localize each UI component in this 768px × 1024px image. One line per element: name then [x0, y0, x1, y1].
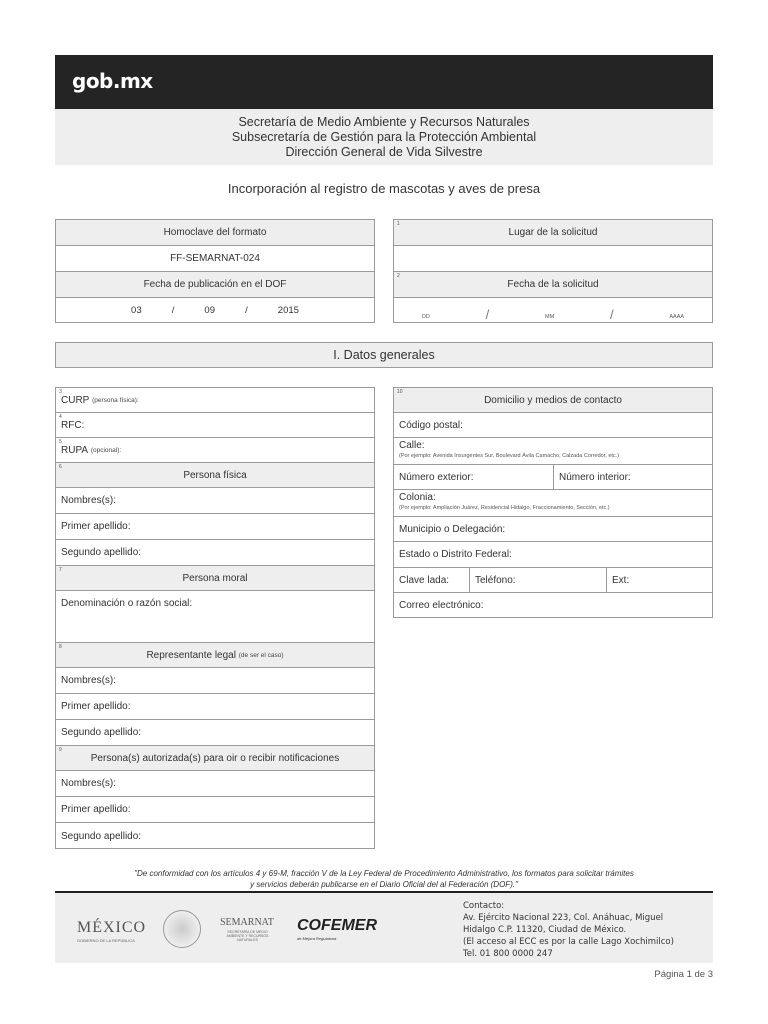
primer-apellido-label: Primer apellido:: [61, 804, 131, 815]
agency-band: [55, 109, 713, 165]
cofemer-subtitle: de Mejora Regulatoria: [297, 936, 337, 941]
segundo-apellido-label: Segundo apellido:: [61, 547, 142, 558]
nombres-label: Nombres(s):: [61, 675, 117, 686]
street-label: Calle:: [399, 440, 425, 451]
day-placeholder: DD: [421, 314, 430, 320]
segundo-apellido-label: Segundo apellido:: [61, 727, 142, 738]
semarnat-logo: SEMARNAT: [220, 917, 274, 928]
street-note: (Por ejemplo: Avenida Insurgentes Sur, Boulevard Ávila Camacho, Calzada Corredor, etc.): [399, 453, 620, 459]
colonia-note: (Por ejemplo: Ampliación Juárez, Residencial Hidalgo, Fraccionamiento, Sección, etc.): [399, 505, 610, 511]
persona-moral-title: Persona moral: [182, 572, 248, 584]
address-title: Domicilio y medios de contacto: [484, 394, 622, 406]
colonia-label: Colonia:: [399, 492, 436, 503]
mexico-logo-subtitle: GOBIERNO DE LA REPÚBLICA: [77, 938, 135, 943]
field-number: 10: [397, 389, 403, 395]
extension-field[interactable]: [607, 568, 712, 592]
contact-address-2: Hidalgo C.P. 11320, Ciudad de México.: [463, 925, 627, 935]
address-box: [393, 387, 713, 618]
homoclave-value: [56, 246, 374, 272]
date-separator: /: [485, 307, 490, 322]
fisica-nombres-field[interactable]: [56, 488, 374, 514]
denominacion-label: Denominación o razón social:: [61, 598, 193, 609]
request-date-label-text: Fecha de la solicitud: [507, 279, 599, 290]
date-separator: /: [609, 307, 614, 322]
field-number: 2: [397, 273, 400, 279]
cofemer-logo: COFEMER: [297, 917, 377, 934]
aut-primer-apellido-field[interactable]: [56, 797, 374, 823]
persona-fisica-header: [56, 463, 374, 488]
number-row: [394, 465, 712, 490]
year-placeholder: AAAA: [669, 314, 685, 320]
autorizada-title: Persona(s) autorizada(s) para oir o recibir notificaciones: [90, 752, 340, 764]
request-place-field[interactable]: [394, 246, 712, 272]
rfc-label: RFC:: [61, 419, 85, 431]
date-separator: /: [245, 305, 248, 316]
email-field[interactable]: [394, 593, 712, 617]
curp-field[interactable]: [56, 388, 374, 413]
persona-fisica-title: Persona física: [183, 469, 247, 481]
contact-address-1: Av. Ejército Nacional 223, Col. Anáhuac, Miguel: [463, 913, 664, 923]
month-placeholder: MM: [545, 314, 555, 320]
phone-label: Teléfono:: [475, 574, 516, 586]
field-number: 6: [59, 464, 62, 470]
request-date-field[interactable]: [394, 298, 712, 323]
field-number: 1: [397, 221, 400, 227]
representante-title: Representante legal: [146, 649, 236, 661]
state-field[interactable]: [394, 542, 712, 568]
field-number: 3: [59, 389, 62, 395]
municipality-label: Municipio o Delegación:: [399, 523, 506, 535]
fisica-primer-apellido-field[interactable]: [56, 514, 374, 540]
request-place-label-text: Lugar de la solicitud: [508, 227, 598, 238]
curp-label: CURP: [61, 394, 90, 406]
field-number: 7: [59, 567, 62, 573]
colonia-field[interactable]: [394, 490, 712, 517]
aut-nombres-field[interactable]: [56, 771, 374, 797]
autorizada-header: [56, 746, 374, 771]
pub-month: 09: [204, 305, 215, 316]
persona-moral-header: [56, 566, 374, 591]
publication-date-value: [56, 298, 374, 323]
rfc-field[interactable]: [56, 413, 374, 438]
extension-label: Ext:: [612, 574, 630, 586]
document-title: Incorporación al registro de mascotas y aves de presa: [227, 181, 541, 196]
nombres-label: Nombres(s):: [61, 778, 117, 789]
interior-number-field[interactable]: [554, 465, 712, 489]
pub-year: 2015: [277, 305, 299, 316]
interior-number-label: Número interior:: [559, 471, 631, 483]
legal-disclaimer: [55, 868, 713, 890]
rep-nombres-field[interactable]: [56, 668, 374, 694]
exterior-number-label: Número exterior:: [399, 471, 474, 483]
agency-line-3: Dirección General de Vida Silvestre: [285, 145, 483, 159]
field-number: 8: [59, 644, 62, 650]
request-date-label: [394, 272, 712, 298]
denominacion-field[interactable]: [56, 591, 374, 643]
contact-access-note: (El acceso al ECC es por la calle Lago Xochimilco): [463, 937, 674, 947]
phone-row: [394, 568, 712, 593]
aut-segundo-apellido-field[interactable]: [56, 823, 374, 849]
pub-day: 03: [131, 305, 142, 316]
primer-apellido-label: Primer apellido:: [61, 521, 131, 532]
disclaimer-line-2: y servicios deberán publicarse en el Diario Oficial del al Federación (DOF).": [250, 880, 518, 889]
homoclave-value-text: FF-SEMARNAT-024: [170, 253, 260, 264]
postal-code-label: Código postal:: [399, 419, 463, 431]
section-title: I. Datos generales: [55, 342, 713, 368]
gob-mx-logo[interactable]: gob.mx: [72, 69, 153, 93]
agency-line-2: Subsecretaría de Gestión para la Protección Ambiental: [231, 130, 537, 144]
street-field[interactable]: [394, 438, 712, 465]
representante-header: [56, 643, 374, 668]
representante-note: (de ser el caso): [238, 651, 284, 659]
rupa-note: (opcional):: [90, 446, 122, 454]
contact-phone: Tel. 01 800 0000 247: [463, 949, 553, 959]
nombres-label: Nombres(s):: [61, 495, 117, 506]
phone-field[interactable]: [470, 568, 607, 592]
contact-label: Contacto:: [463, 901, 505, 911]
homoclave-label-text: Homoclave del formato: [163, 227, 267, 238]
format-info-box: [55, 219, 375, 323]
address-header: [394, 388, 712, 413]
header-bar: [55, 55, 713, 109]
contact-info: [463, 900, 674, 960]
agency-line-1: Secretaría de Medio Ambiente y Recursos Naturales: [238, 115, 530, 129]
page-number: Página 1 de 3: [654, 969, 713, 980]
email-label: Correo electrónico:: [399, 599, 484, 611]
field-number: 5: [59, 439, 62, 445]
request-place-label: [394, 220, 712, 246]
applicant-box: [55, 387, 375, 849]
rupa-field[interactable]: [56, 438, 374, 463]
field-number: 4: [59, 414, 62, 420]
area-code-field[interactable]: [394, 568, 470, 592]
rupa-label: RUPA: [61, 444, 89, 456]
national-seal-icon: [163, 910, 201, 948]
disclaimer-line-1: "De conformidad con los artículos 4 y 69-M, fracción V de la Ley Federal de Procedimiento Administrativo, los formatos para solicitar trámites: [134, 869, 634, 878]
curp-note: (persona física):: [92, 396, 139, 404]
municipality-field[interactable]: [394, 517, 712, 542]
date-separator: /: [171, 305, 175, 316]
rep-segundo-apellido-field[interactable]: [56, 720, 374, 746]
publication-date-label: [56, 272, 374, 298]
semarnat-subtitle: SECRETARÍA DE MEDIO AMBIENTE Y RECURSOS NATURALES: [226, 930, 269, 942]
field-number: 9: [59, 747, 62, 753]
postal-code-field[interactable]: [394, 413, 712, 438]
fisica-segundo-apellido-field[interactable]: [56, 540, 374, 566]
exterior-number-field[interactable]: [394, 465, 554, 489]
request-box: [393, 219, 713, 323]
state-label: Estado o Distrito Federal:: [399, 549, 512, 560]
segundo-apellido-label: Segundo apellido:: [61, 830, 142, 842]
area-code-label: Clave lada:: [399, 574, 450, 586]
rep-primer-apellido-field[interactable]: [56, 694, 374, 720]
homoclave-label: [56, 220, 374, 246]
footer: [55, 893, 713, 963]
primer-apellido-label: Primer apellido:: [61, 701, 131, 712]
mexico-logo: MÉXICO: [77, 919, 147, 936]
publication-date-label-text: Fecha de publicación en el DOF: [143, 279, 287, 290]
